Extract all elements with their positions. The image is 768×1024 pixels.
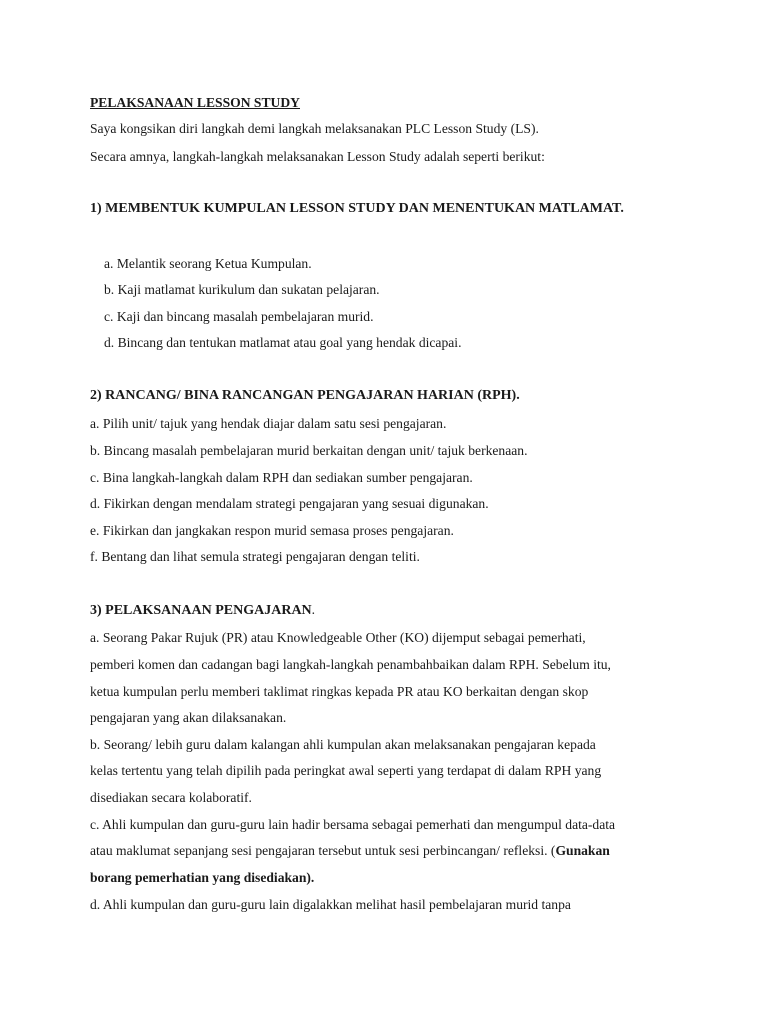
section3-para-a-line-4: pengajaran yang akan dilaksanakan.	[90, 710, 287, 725]
section3-heading-suffix: .	[311, 602, 316, 617]
section3-heading: 3) PELAKSANAAN PENGAJARAN	[90, 603, 312, 618]
section2-item-b: b. Bincang masalah pembelajaran murid berkaitan dengan unit/ tajuk berkenaan.	[90, 443, 528, 458]
section1-item-d: d. Bincang dan tentukan matlamat atau goal yang hendak dicapai.	[104, 335, 462, 350]
section3-para-c-line-1: c. Ahli kumpulan dan guru-guru lain hadir bersama sebagai pemerhati dan mengumpul data-data	[90, 817, 616, 832]
section1-item-b: b. Kaji matlamat kurikulum dan sukatan pelajaran.	[104, 282, 380, 297]
section1-item-c: c. Kaji dan bincang masalah pembelajaran murid.	[104, 309, 374, 324]
section2-item-f: f. Bentang dan lihat semula strategi pengajaran dengan teliti.	[90, 549, 420, 564]
section2-heading: 2) RANCANG/ BINA RANCANGAN PENGAJARAN HARIAN (RPH).	[90, 388, 520, 403]
section3-para-a-line-3: ketua kumpulan perlu memberi taklimat ringkas kepada PR atau KO berkaitan dengan skop	[90, 684, 589, 699]
intro-line-2: Secara amnya, langkah-langkah melaksanakan Lesson Study adalah seperti berikut:	[90, 149, 545, 164]
section3-para-c-emphasis-end: borang pemerhatian yang disediakan).	[90, 870, 315, 885]
section3-heading-row	[90, 601, 315, 620]
section2-item-c: c. Bina langkah-langkah dalam RPH dan sediakan sumber pengajaran.	[90, 470, 473, 485]
section2-item-a: a. Pilih unit/ tajuk yang hendak diajar dalam satu sesi pengajaran.	[90, 416, 447, 431]
section2-item-d: d. Fikirkan dengan mendalam strategi pengajaran yang sesuai digunakan.	[90, 496, 489, 511]
section3-para-c-line-2-text: atau maklumat sepanjang sesi pengajaran tersebut untuk sesi perbincangan/ refleksi. (	[90, 843, 556, 858]
section3-para-b-line-1: b. Seorang/ lebih guru dalam kalangan ahli kumpulan akan melaksanakan pengajaran kepada	[90, 737, 596, 752]
section3-para-a-line-1: a. Seorang Pakar Rujuk (PR) atau Knowledgeable Other (KO) dijemput sebagai pemerhati,	[90, 630, 586, 645]
section3-para-a-line-2: pemberi komen dan cadangan bagi langkah-langkah penambahbaikan dalam RPH. Sebelum itu,	[90, 657, 611, 672]
section3-para-d-line-1: d. Ahli kumpulan dan guru-guru lain digalakkan melihat hasil pembelajaran murid tanpa	[90, 897, 571, 912]
section2-item-e: e. Fikirkan dan jangkakan respon murid semasa proses pengajaran.	[90, 523, 454, 538]
section1-item-a: a. Melantik seorang Ketua Kumpulan.	[104, 256, 312, 271]
section3-para-c-line-2	[90, 842, 610, 860]
section1-heading: 1) MEMBENTUK KUMPULAN LESSON STUDY DAN MENENTUKAN MATLAMAT.	[90, 201, 624, 216]
section3-para-b-line-2: kelas tertentu yang telah dipilih pada peringkat awal seperti yang terdapat di dalam RPH yang	[90, 763, 602, 778]
intro-line-1: Saya kongsikan diri langkah demi langkah melaksanakan PLC Lesson Study (LS).	[90, 121, 539, 136]
section3-para-c-emphasis-start: Gunakan	[555, 843, 610, 858]
document-title: PELAKSANAAN LESSON STUDY	[90, 95, 300, 110]
section3-para-b-line-3: disediakan secara kolaboratif.	[90, 790, 252, 805]
